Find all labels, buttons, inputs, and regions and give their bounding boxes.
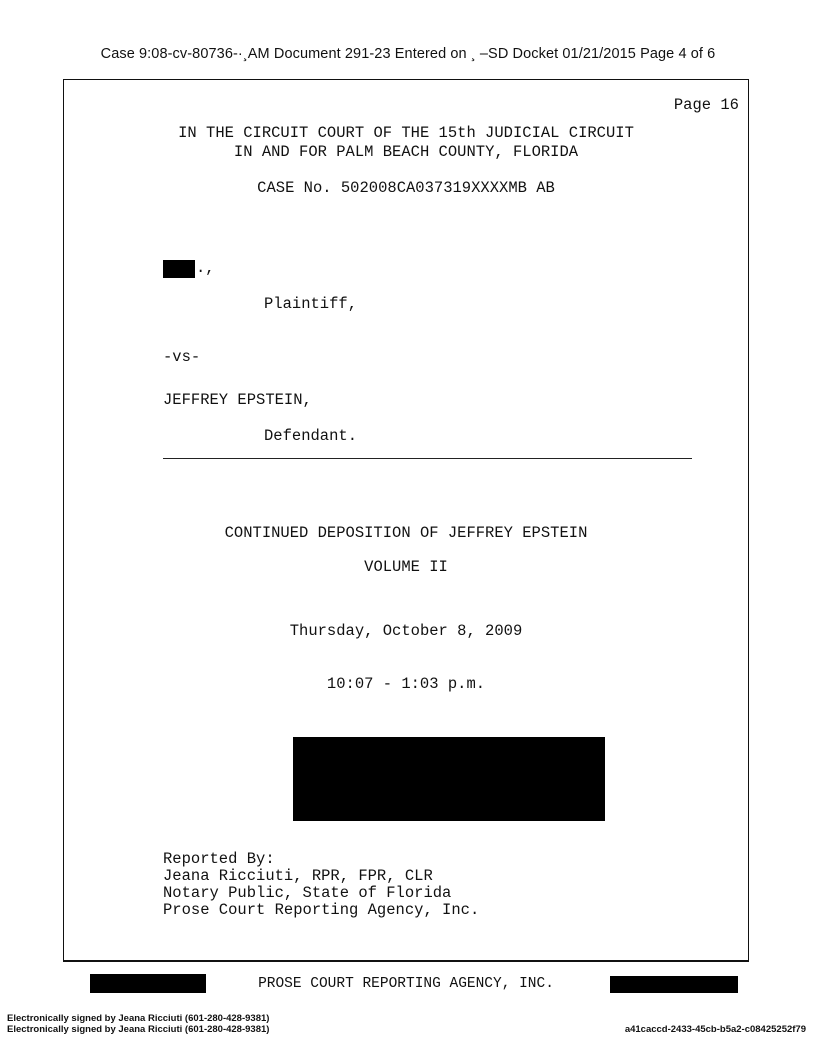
document-hash: a41caccd-2433-45cb-b5a2-c08425252f79 [624, 1024, 806, 1035]
transcript-page-frame [63, 79, 749, 962]
esignature-line-2: Electronically signed by Jeana Ricciuti (601-280-428-9381) [7, 1024, 270, 1035]
court-line-2: IN AND FOR PALM BEACH COUNTY, FLORIDA [233, 143, 579, 161]
plaintiff-label: Plaintiff, [264, 295, 358, 313]
deposition-date: Thursday, October 8, 2009 [289, 622, 523, 640]
deposition-title: CONTINUED DEPOSITION OF JEFFREY EPSTEIN [224, 524, 588, 542]
reporter-title: Notary Public, State of Florida [163, 884, 452, 902]
case-number: CASE No. 502008CA037319XXXXMB AB [257, 179, 555, 197]
versus-label: -vs- [163, 348, 201, 366]
defendant-label: Defendant. [264, 427, 358, 445]
center-redaction-block [293, 737, 605, 821]
caption-divider [163, 458, 692, 459]
plaintiff-name-redaction [163, 260, 195, 278]
reporter-name: Jeana Ricciuti, RPR, FPR, CLR [163, 867, 433, 885]
footer-agency: PROSE COURT REPORTING AGENCY, INC. [258, 976, 554, 992]
page-label: Page 16 [673, 96, 739, 114]
deposition-time: 10:07 - 1:03 p.m. [326, 675, 486, 693]
esignature-line-1: Electronically signed by Jeana Ricciuti (601-280-428-9381) [7, 1013, 270, 1024]
court-line-1: IN THE CIRCUIT COURT OF THE 15th JUDICIAL CIRCUIT [178, 124, 634, 142]
plaintiff-suffix: ., [196, 259, 215, 277]
volume-label: VOLUME II [364, 558, 448, 576]
footer-right-redaction [610, 976, 738, 993]
docket-header: Case 9:08-cv-80736-·¸AM Document 291-23 Entered on ¸ –SD Docket 01/21/2015 Page 4 of 6 [100, 46, 716, 62]
defendant-name: JEFFREY EPSTEIN, [163, 391, 312, 409]
reported-by-label: Reported By: [163, 850, 275, 868]
reporter-agency: Prose Court Reporting Agency, Inc. [163, 901, 480, 919]
